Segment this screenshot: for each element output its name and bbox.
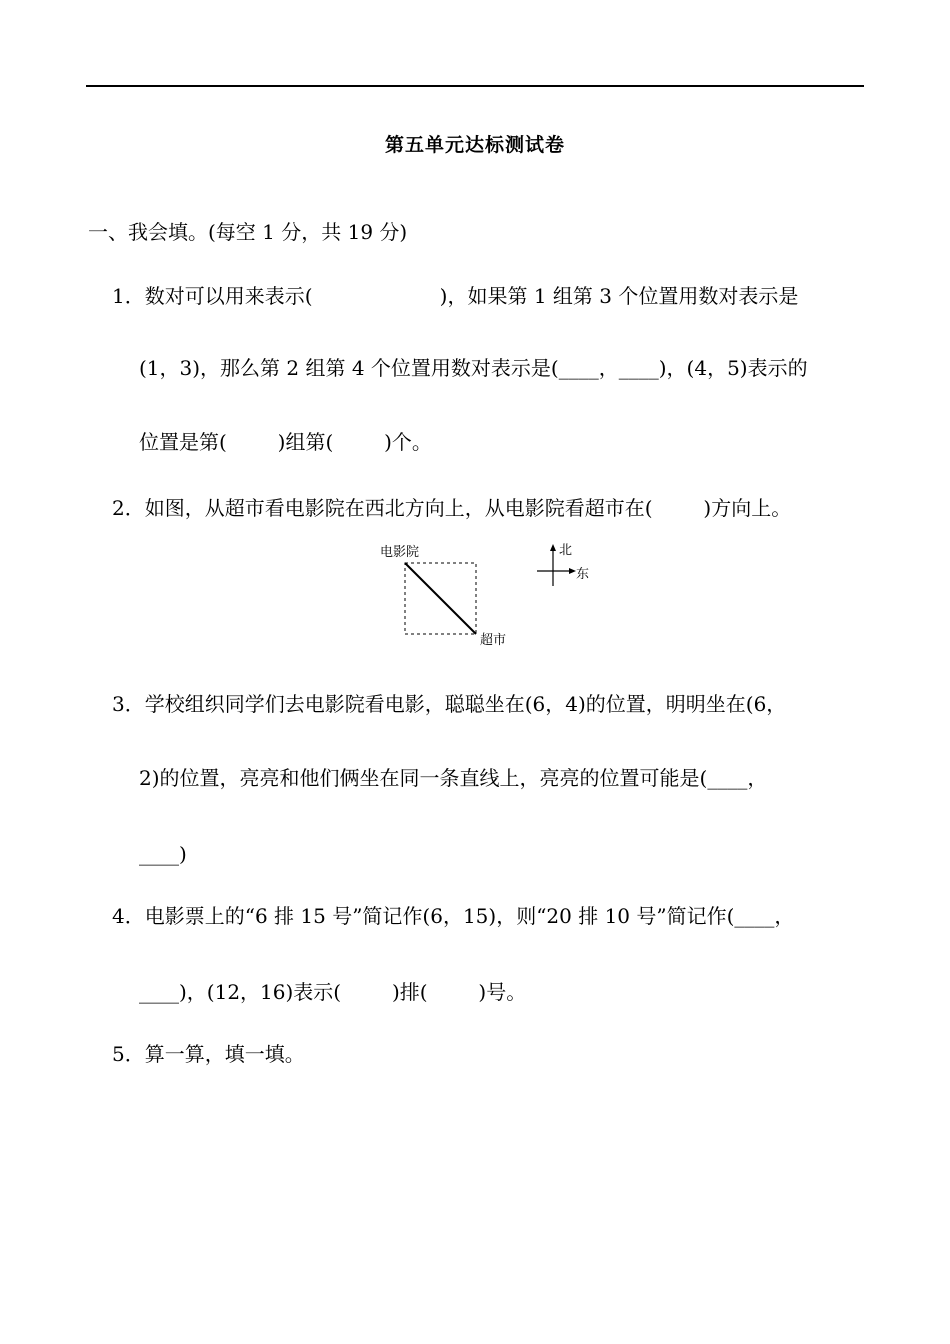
diagonal-line xyxy=(405,563,476,634)
market-label: 超市 xyxy=(480,633,507,648)
cinema-label: 电影院 xyxy=(380,545,420,560)
east-arrow-icon xyxy=(569,568,576,574)
north-arrow-icon xyxy=(550,544,556,551)
q3-line1: 3．学校组织同学们去电影院看电影，聪聪坐在(6，4)的位置，明明坐在(6， xyxy=(112,692,787,716)
north-label: 北 xyxy=(559,543,573,558)
direction-diagram xyxy=(370,540,610,652)
q5-line1: 5．算一算，填一填。 xyxy=(112,1042,305,1066)
q2-line1: 2．如图，从超市看电影院在西北方向上，从电影院看超市在( )方向上。 xyxy=(112,496,792,520)
page-title: 第五单元达标测试卷 xyxy=(384,134,565,156)
q1-line2: (1，3)，那么第 2 组第 4 个位置用数对表示是(____，____)，(4，5)表示的 xyxy=(139,356,808,380)
q3-line3: ____) xyxy=(139,842,187,866)
east-label: 东 xyxy=(576,567,590,582)
section-heading: 一、我会填。(每空 1 分，共 19 分) xyxy=(88,220,408,244)
q4-line2: ____)，(12，16)表示( )排( )号。 xyxy=(139,980,527,1004)
q4-line1: 4．电影票上的“6 排 15 号”简记作(6，15)，则“20 排 10 号”简记作(____， xyxy=(112,904,795,928)
q3-line2: 2)的位置，亮亮和他们俩坐在同一条直线上，亮亮的位置可能是(____， xyxy=(139,766,768,790)
q1-line3: 位置是第( )组第( )个。 xyxy=(139,430,432,454)
q1-line1: 1．数对可以用来表示( )，如果第 1 组第 3 个位置用数对表示是 xyxy=(112,284,799,308)
top-rule xyxy=(86,85,864,87)
